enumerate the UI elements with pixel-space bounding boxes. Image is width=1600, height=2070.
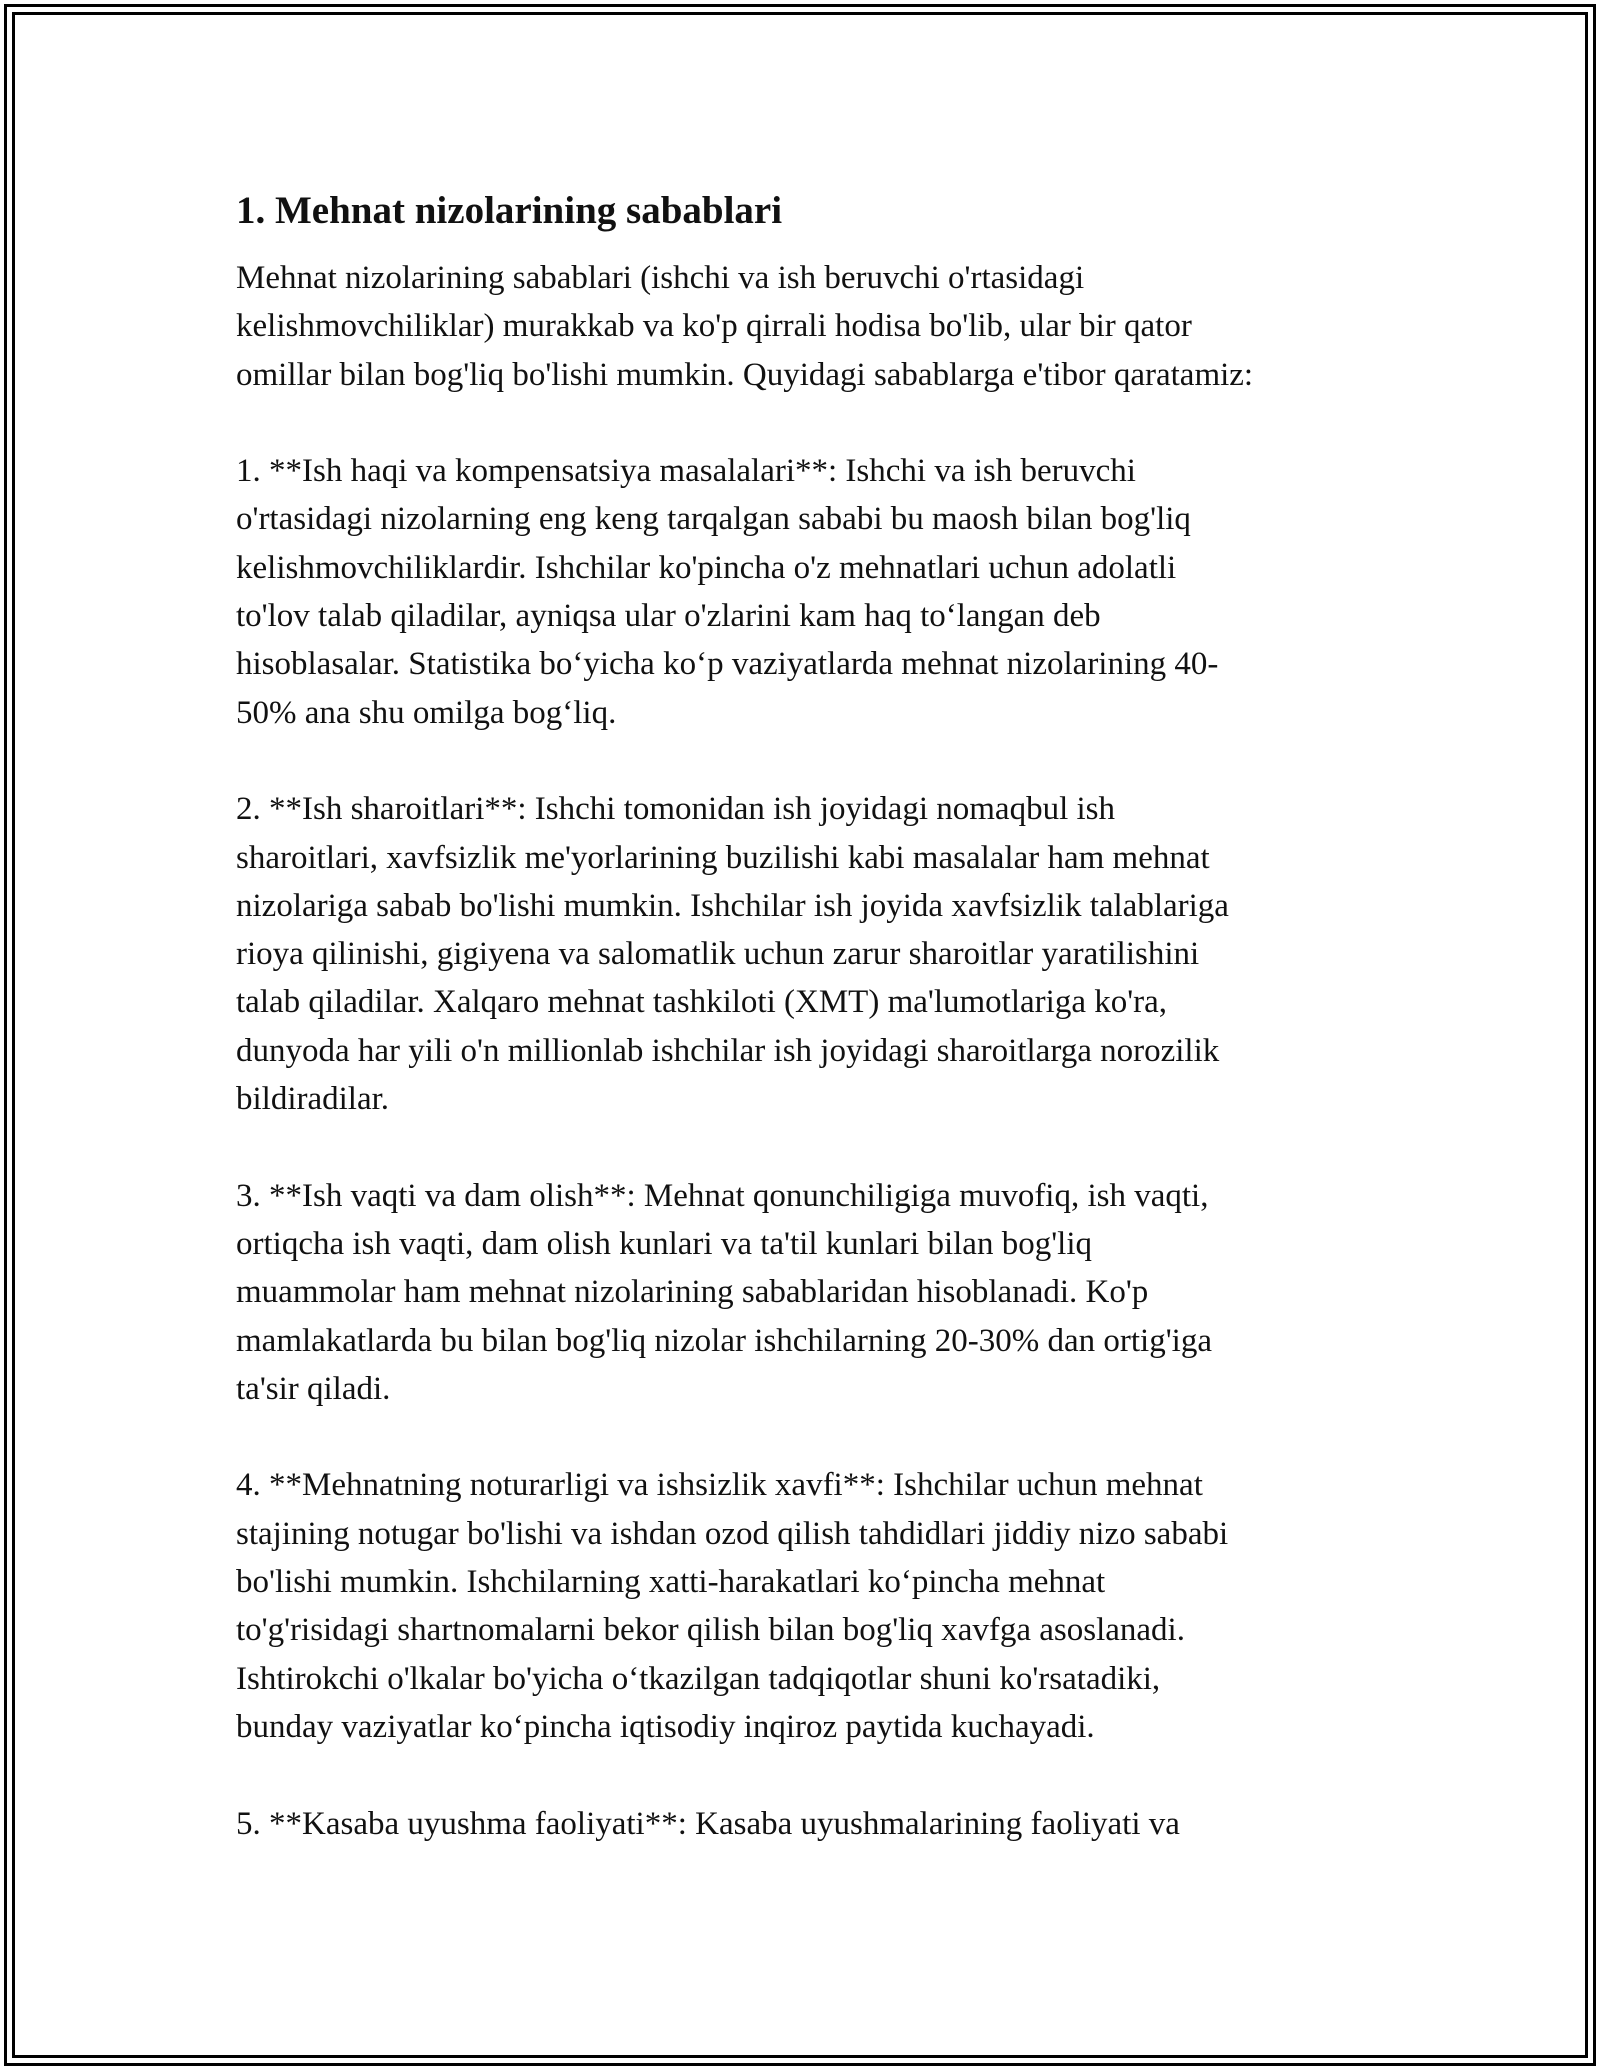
document-body xyxy=(236,186,1386,1896)
paragraph-line: bildiradilar. xyxy=(236,1081,390,1118)
paragraph-line: muammolar ham mehnat nizolarining sabablaridan hisoblanadi. Ko'p xyxy=(236,1274,1149,1311)
paragraph-line: hisoblasalar. Statistika bo‘yicha ko‘p vaziyatlarda mehnat nizolarining 40- xyxy=(236,646,1219,683)
paragraph-line: 3. **Ish vaqti va dam olish**: Mehnat qonunchiligiga muvofiq, ish vaqti, xyxy=(236,1177,1209,1214)
paragraph-line: omillar bilan bog'liq bo'lishi mumkin. Quyidagi sabablarga e'tibor qaratamiz: xyxy=(236,356,1254,393)
paragraph-line: 5. **Kasaba uyushma faoliyati**: Kasaba uyushmalarining faoliyati va xyxy=(236,1805,1180,1842)
paragraph-line: to'g'risidagi shartnomalarni bekor qilish bilan bog'liq xavfga asoslanadi. xyxy=(236,1612,1185,1649)
paragraph-line: o'rtasidagi nizolarning eng keng tarqalgan sababi bu maosh bilan bog'liq xyxy=(236,501,1191,538)
paragraph-line: Mehnat nizolarining sabablari (ishchi va ish beruvchi o'rtasidagi xyxy=(236,260,1085,296)
paragraph-6 xyxy=(236,1800,1386,1848)
paragraph-line: 1. **Ish haqi va kompensatsiya masalalari**: Ishchi va ish beruvchi xyxy=(236,453,1136,490)
paragraph-line: 2. **Ish sharoitlari**: Ishchi tomonidan ish joyidagi nomaqbul ish xyxy=(236,791,1115,828)
paragraph-5 xyxy=(236,1461,1386,1751)
paragraph-2 xyxy=(236,447,1386,737)
paragraph-line: 4. **Mehnatning noturarligi va ishsizlik xavfi**: Ishchilar uchun mehnat xyxy=(236,1467,1203,1504)
paragraph-4 xyxy=(236,1172,1386,1413)
paragraph-line: ta'sir qiladi. xyxy=(236,1370,391,1407)
paragraph-line: kelishmovchiliklar) murakkab va ko'p qirrali hodisa bo'lib, ular bir qator xyxy=(236,308,1192,345)
paragraph-line: mamlakatlarda bu bilan bog'liq nizolar ishchilarning 20-30% dan ortig'iga xyxy=(236,1322,1212,1359)
paragraph-3 xyxy=(236,785,1386,1123)
paragraph-1 xyxy=(236,254,1386,399)
paragraph-line: nizolariga sabab bo'lishi mumkin. Ishchilar ish joyida xavfsizlik talablariga xyxy=(236,887,1229,924)
paragraph-line: bo'lishi mumkin. Ishchilarning xatti-harakatlari ko‘pincha mehnat xyxy=(236,1564,1106,1601)
paragraph-line: bunday vaziyatlar ko‘pincha iqtisodiy inqiroz paytida kuchayadi. xyxy=(236,1708,1095,1745)
paragraph-line: talab qiladilar. Xalqaro mehnat tashkiloti (XMT) ma'lumotlariga ko'ra, xyxy=(236,984,1168,1021)
paragraph-list xyxy=(236,254,1386,1848)
paragraph-line: rioya qilinishi, gigiyena va salomatlik uchun zarur sharoitlar yaratilishini xyxy=(236,936,1200,973)
section-heading: 1. Mehnat nizolarining sabablari xyxy=(236,189,783,232)
paragraph-line: stajining notugar bo'lishi va ishdan ozod qilish tahdidlari jiddiy nizo sababi xyxy=(236,1515,1229,1552)
paragraph-line: ortiqcha ish vaqti, dam olish kunlari va ta'til kunlari bilan bog'liq xyxy=(236,1225,1092,1262)
paragraph-line: to'lov talab qiladilar, ayniqsa ular o'zlarini kam haq to‘langan deb xyxy=(236,598,1101,635)
paragraph-line: dunyoda har yili o'n millionlab ishchilar ish joyidagi sharoitlarga norozilik xyxy=(236,1032,1220,1069)
paragraph-line: sharoitlari, xavfsizlik me'yorlarining buzilishi kabi masalalar ham mehnat xyxy=(236,839,1210,876)
paragraph-line: Ishtirokchi o'lkalar bo'yicha o‘tkazilgan tadqiqotlar shuni ko'rsatadiki, xyxy=(236,1660,1161,1697)
paragraph-line: 50% ana shu omilga bog‘liq. xyxy=(236,694,617,731)
paragraph-line: kelishmovchiliklardir. Ishchilar ko'pincha o'z mehnatlari uchun adolatli xyxy=(236,549,1177,586)
